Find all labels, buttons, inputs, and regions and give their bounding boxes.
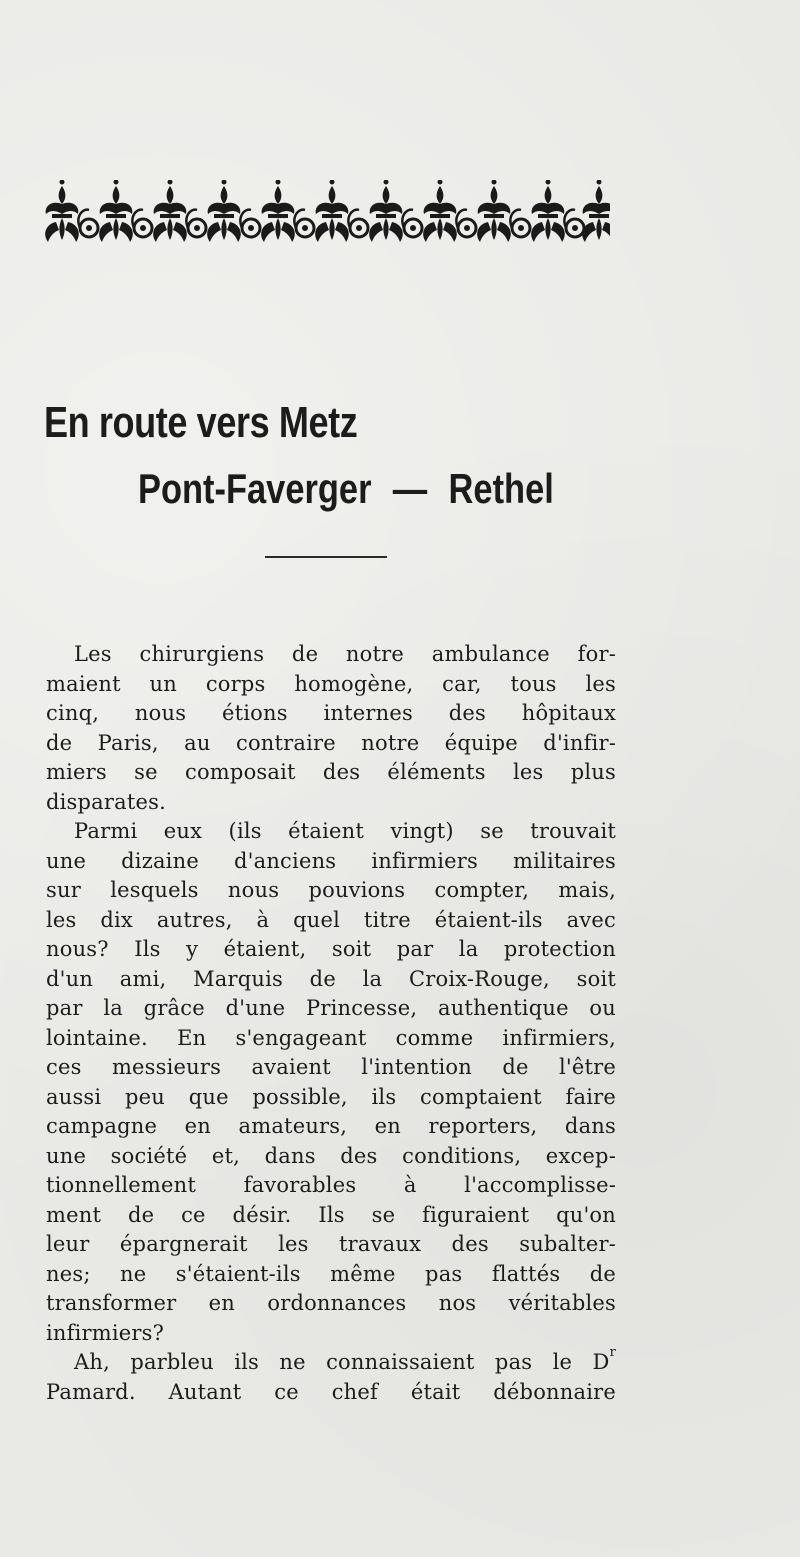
- text-line: par la grâce d'une Princesse, authentique ou: [46, 996, 616, 1020]
- text-line: miers se composait des éléments les plus: [46, 760, 616, 784]
- text-line: de Paris, au contraire notre équipe d'infir-: [46, 730, 616, 755]
- text-line: lointaine. En s'engageant comme infirmiers,: [46, 1025, 616, 1050]
- text-line: ment de ce désir. Ils se figuraient qu'on: [46, 1202, 616, 1227]
- text-line: une dizaine d'anciens infirmiers militaires: [46, 848, 616, 873]
- text-line: sur lesquels nous pouvions compter, mais,: [46, 878, 616, 902]
- text-line: tionnellement favorables à l'accomplisse-: [46, 1173, 616, 1197]
- title-separator-rule: [265, 556, 387, 558]
- text-line: Parmi eux (ils étaient vingt) se trouvait: [74, 819, 616, 843]
- text-line: Les chirurgiens de notre ambulance for-: [74, 642, 616, 666]
- text-line-with-superscript: [46, 1345, 616, 1378]
- text-line: ces messieurs avaient l'intention de l'être: [46, 1055, 616, 1079]
- text-line: maient un corps homogène, car, tous les: [46, 671, 616, 696]
- text-line: campagne en amateurs, en reporters, dans: [46, 1114, 616, 1138]
- chapter-body-text: [46, 640, 616, 1407]
- text-line: cinq, nous étions internes des hôpitaux: [46, 701, 616, 725]
- text-line: d'un ami, Marquis de la Croix-Rouge, soit: [46, 966, 616, 991]
- text-line: Pamard. Autant ce chef était débonnaire: [46, 1379, 616, 1404]
- text-line: transformer en ordonnances nos véritables: [46, 1291, 616, 1315]
- chapter-subtitle-dash: —: [392, 465, 428, 512]
- text-line: disparates.: [46, 789, 166, 814]
- superscript-abbrev: r: [609, 1345, 616, 1360]
- chapter-title-line-1: En route vers Metz: [44, 398, 358, 447]
- text-line-content: Ah, parbleu ils ne connaissaient pas le D: [74, 1350, 610, 1374]
- text-line: nous? Ils y étaient, soit par la protection: [46, 937, 616, 961]
- decorative-fleuron-border: [44, 180, 610, 246]
- text-line: aussi peu que possible, ils comptaient faire: [46, 1084, 616, 1109]
- text-line: les dix autres, à quel titre étaient-ils avec: [46, 907, 616, 932]
- chapter-subtitle-place-1: Pont-Faverger: [138, 465, 372, 512]
- chapter-subtitle-place-2: Rethel: [448, 465, 554, 512]
- chapter-title-line-2: [138, 460, 554, 518]
- text-line: une société et, dans des conditions, excep-: [46, 1143, 616, 1168]
- text-line: infirmiers?: [46, 1320, 165, 1345]
- text-line: leur épargnerait les travaux des subalter-: [46, 1232, 616, 1256]
- text-line: nes; ne s'étaient-ils même pas flattés de: [46, 1261, 616, 1286]
